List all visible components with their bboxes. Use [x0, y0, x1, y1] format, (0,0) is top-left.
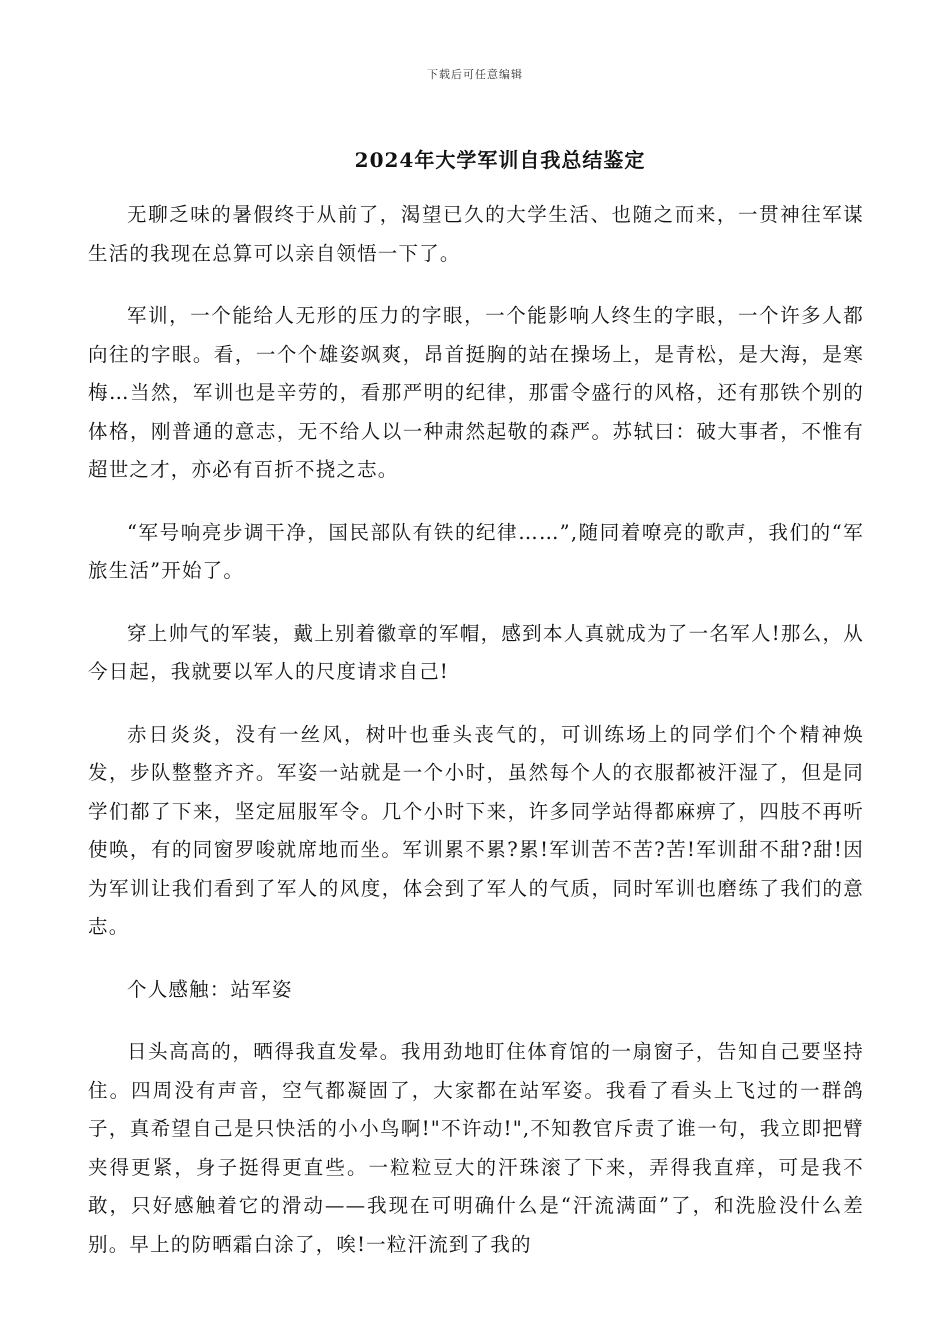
paragraph: 赤日炎炎，没有一丝风，树叶也垂头丧气的，可训练场上的同学们个个精神焕发，步队整整齐齐。军姿一站就是一个小时，虽然每个人的衣服都被汗湿了，但是同学们都了下来，坚定屈服军令。几个小时下来，许多同学站得都麻痹了，四肢不再听使唤，有的同窗罗唆就席地而坐。军训累不累?累!军训苦不苦?苦!军训甜不甜?甜!因为军训让我们看到了军人的风度，体会到了军人的气质，同时军训也磨练了我们的意志。: [88, 722, 864, 938]
section-heading: 个人感触：站军姿: [127, 977, 293, 1001]
paragraph: 日头高高的，晒得我直发晕。我用劲地盯住体育馆的一扇窗子，告知自己要坚持住。四周没有声音，空气都凝固了，大家都在站军姿。我看了看头上飞过的一群鸽子，真希望自己是只快活的小小鸟啊!"不许动!",不知教官斥责了谁一句，我立即把臂夹得更紧，身子挺得更直些。一粒粒豆大的汗珠滚了下来，弄得我直痒，可是我不敢，只好感触着它的滑动——我现在可明确什么是“汗流满面”了，和洗脸没什么差别。早上的防晒霜白涂了，唉!一粒汗流到了我的: [88, 1040, 864, 1256]
paragraph: 军训，一个能给人无形的压力的字眼，一个能影响人终生的字眼，一个许多人都向往的字眼。看，一个个雄姿飒爽，昂首挺胸的站在操场上，是青松，是大海，是寒梅…当然，军训也是辛劳的，看那严明的纪律，那雷令盛行的风格，还有那铁个别的体格，刚普通的意志，无不给人以一种肃然起敬的森严。苏轼曰：破大事者，不惟有超世之才，亦必有百折不挠之志。: [88, 304, 864, 481]
paragraph: “军号响亮步调干净，国民部队有铁的纪律……”,随同着嘹亮的歌声，我们的“军旅生活”开始了。: [88, 520, 864, 582]
document-body: [88, 196, 864, 1288]
paragraph: 无聊乏味的暑假终于从前了，渴望已久的大学生活、也随之而来，一贯神往军谋生活的我现在总算可以亲自领悟一下了。: [88, 203, 864, 265]
document-title: 2024年大学军训自我总结鉴定: [354, 148, 646, 172]
page-header-note: 下载后可任意编辑: [427, 68, 523, 81]
paragraph: 穿上帅气的军装，戴上别着徽章的军帽，感到本人真就成为了一名军人!那么，从今日起，我就要以军人的尺度请求自己!: [88, 621, 864, 683]
